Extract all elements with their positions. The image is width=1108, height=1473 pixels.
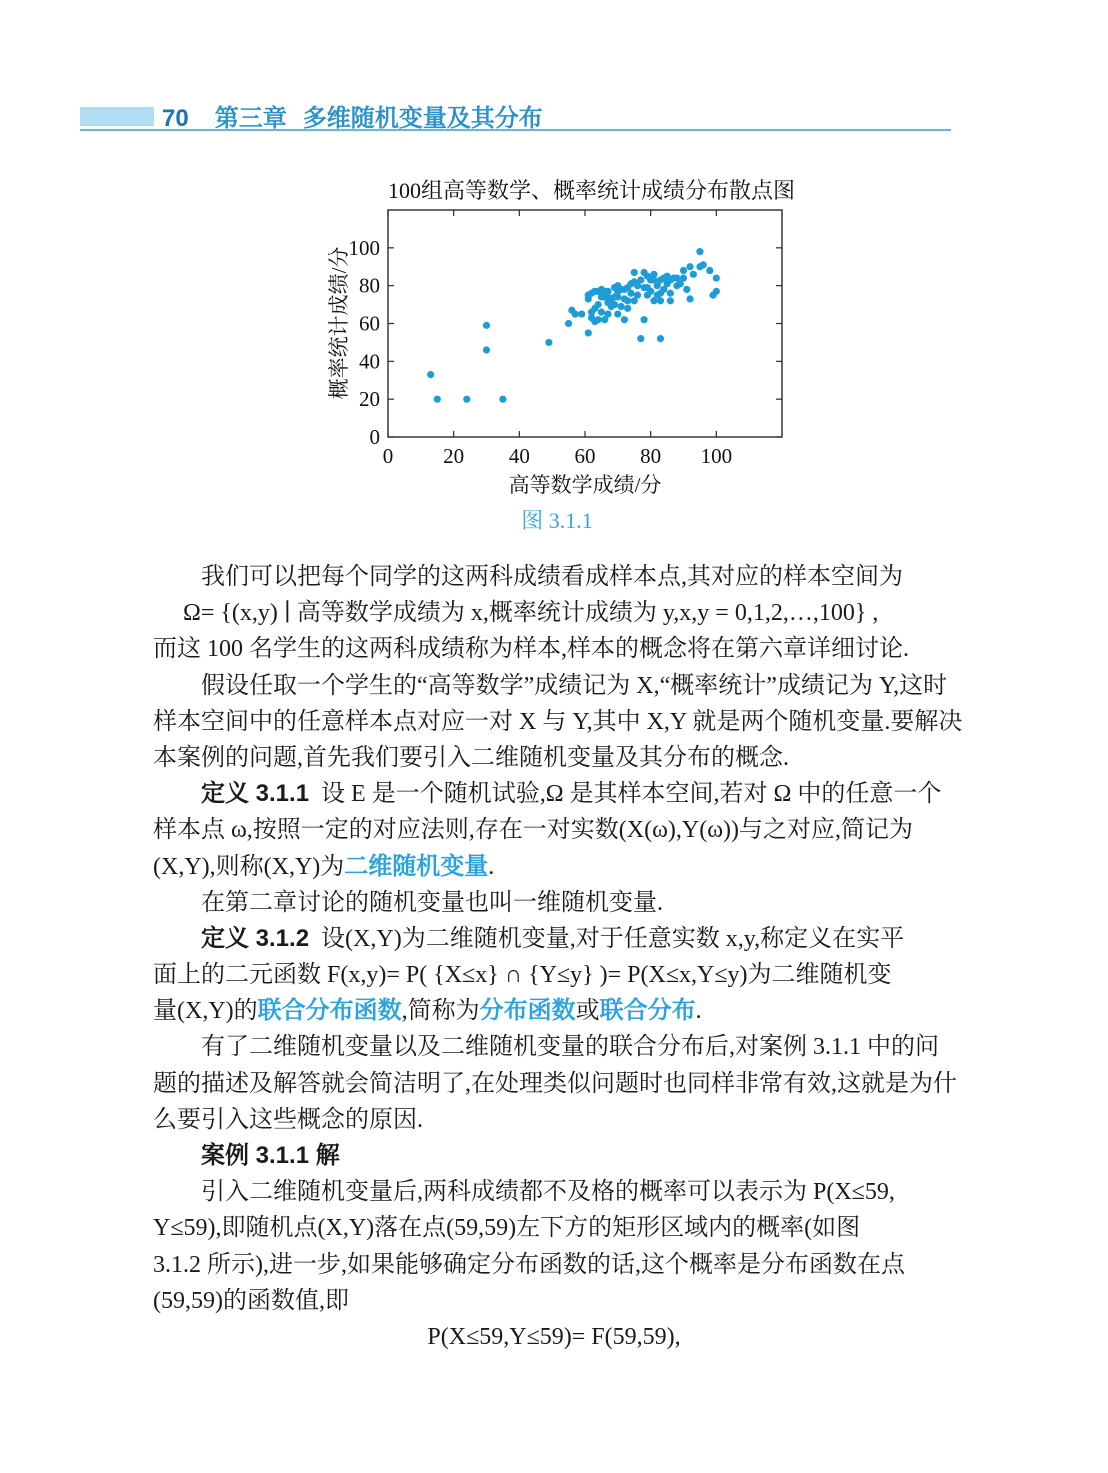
chapter-title: 多维随机变量及其分布: [302, 105, 543, 132]
data-point: [624, 297, 631, 304]
data-point: [499, 396, 506, 403]
data-point: [686, 295, 693, 302]
data-point: [578, 310, 585, 317]
x-tick-label: 20: [443, 444, 465, 468]
text-line: [153, 595, 955, 631]
text-segment: 3.1.2 所示),进一步,如果能够确定分布函数的话,这个概率是分布函数在点: [153, 1251, 905, 1278]
data-point: [572, 310, 579, 317]
data-point: [624, 305, 631, 312]
data-point: [545, 339, 552, 346]
data-point: [641, 316, 648, 323]
data-point: [463, 396, 470, 403]
data-point: [598, 309, 605, 316]
data-point: [713, 288, 720, 295]
data-point: [686, 263, 693, 270]
plot-box: [388, 210, 782, 437]
text-line: [153, 885, 955, 921]
text-segment: 假设任取一个学生的“高等数学”成绩记为 X,“概率统计”成绩记为 Y,这时: [201, 672, 948, 699]
data-point: [595, 316, 602, 323]
y-tick-label: 100: [348, 235, 380, 260]
scatter-points: [427, 248, 720, 403]
text-segment: 我们可以把每个同学的这两科成绩看成样本点,其对应的样本空间为: [201, 564, 903, 590]
data-point: [595, 301, 602, 308]
bold-label: 定义 3.1.1: [201, 780, 310, 808]
text-line: [153, 1029, 955, 1065]
data-point: [650, 271, 657, 278]
data-point: [683, 286, 690, 293]
text-line: [153, 921, 955, 957]
body-text: [153, 559, 963, 1355]
text-segment: ,简称为: [401, 998, 480, 1025]
text-segment: 在第二章讨论的随机变量也叫一维随机变量.: [201, 889, 663, 916]
data-point: [667, 290, 674, 297]
axis-ticks: [388, 210, 782, 437]
data-point: [483, 346, 490, 353]
header-accent-rectangle: [80, 107, 154, 126]
text-segment: P(X≤59,Y≤59)= F(59,59),: [427, 1323, 681, 1350]
data-point: [700, 261, 707, 268]
data-point: [621, 316, 628, 323]
text-segment: (59,59)的函数值,即: [153, 1287, 349, 1314]
plot-frame: [388, 210, 782, 437]
text-segment: (X,Y),则称(X,Y)为: [153, 853, 345, 880]
text-segment: 样本空间中的任意样本点对应一对 X 与 Y,其中 X,Y 就是两个随机变量.要解决: [153, 708, 963, 735]
y-tick-label: 60: [359, 311, 380, 336]
data-point: [427, 371, 434, 378]
data-point: [667, 297, 674, 304]
text-line: [153, 1138, 955, 1174]
text-segment: Ω= {(x,y) ∣ 高等数学成绩为 x,概率统计成绩为 y,x,y = 0,1,2,…,100} ,: [183, 600, 879, 627]
data-point: [627, 290, 634, 297]
x-tick-label: 100: [700, 444, 733, 468]
data-point: [434, 396, 441, 403]
scatter-chart: [327, 200, 800, 500]
text-line: [153, 776, 955, 812]
data-point: [696, 248, 703, 255]
data-point: [690, 271, 697, 278]
data-point: [647, 288, 654, 295]
x-tick-label: 40: [508, 444, 530, 468]
text-line: [153, 668, 955, 704]
bold-label: 案例 3.1.1 解: [201, 1142, 340, 1169]
data-point: [585, 329, 592, 336]
text-line: [153, 1210, 955, 1246]
term-highlight: 分布函数: [479, 997, 576, 1025]
bold-label: 定义 3.1.2: [201, 924, 310, 952]
text-line: [153, 1319, 955, 1355]
term-highlight: 联合分布: [599, 997, 696, 1025]
text-segment: .: [695, 998, 702, 1025]
data-point: [614, 310, 621, 317]
y-tick-label: 0: [369, 425, 380, 449]
text-segment: 题的描述及解答就会简洁明了,在处理类似问题时也同样非常有效,这就是为什: [153, 1070, 957, 1097]
text-segment: 量(X,Y)的: [153, 998, 258, 1025]
data-point: [631, 269, 638, 276]
y-tick-label: 40: [359, 349, 380, 374]
text-line: [153, 812, 955, 848]
data-point: [680, 267, 687, 274]
text-line: [153, 957, 955, 993]
data-point: [604, 288, 611, 295]
text-line: [153, 740, 955, 776]
x-tick-label: 0: [382, 444, 394, 468]
text-line: [153, 1066, 955, 1102]
text-line: [153, 1174, 955, 1210]
text-segment: 引入二维随机变量后,两科成绩都不及格的概率可以表示为 P(X≤59,: [201, 1179, 895, 1206]
y-tick-label: 20: [359, 387, 380, 412]
text-segment: 本案例的问题,首先我们要引入二维随机变量及其分布的概念.: [153, 744, 789, 771]
text-segment: 面上的二元函数 F(x,y)= P( {X≤x} ∩ {Y≤y} )= P(X≤x,Y≤y)为二维随机变: [153, 962, 892, 989]
data-point: [680, 275, 687, 282]
tick-labels: [349, 236, 733, 468]
text-line: [153, 1247, 955, 1283]
page-number: 70: [162, 105, 189, 132]
data-point: [611, 301, 618, 308]
data-point: [483, 322, 490, 329]
text-segment: Y≤59),即随机点(X,Y)落在点(59,59)左下方的矩形区域内的概率(如图: [153, 1215, 861, 1242]
y-tick-label: 80: [359, 273, 380, 298]
chapter-number: 第三章: [214, 105, 287, 132]
y-axis-label: 概率统计成绩/分: [327, 246, 351, 400]
x-tick-label: 60: [574, 444, 596, 468]
text-segment: 设(X,Y)为二维随机变量,对于任意实数 x,y,称定义在实平: [309, 925, 905, 952]
data-point: [618, 303, 625, 310]
data-point: [634, 292, 641, 299]
text-line: [153, 993, 955, 1029]
text-segment: 有了二维随机变量以及二维随机变量的联合分布后,对案例 3.1.1 中的问: [201, 1034, 939, 1061]
data-point: [637, 335, 644, 342]
x-tick-label: 80: [640, 444, 662, 468]
text-segment: .: [488, 853, 495, 880]
data-point: [657, 297, 664, 304]
data-point: [713, 275, 720, 282]
text-segment: 或: [575, 998, 600, 1025]
x-axis-label: 高等数学成绩/分: [508, 473, 662, 497]
data-point: [637, 276, 644, 283]
text-line: [153, 559, 955, 595]
text-line: [153, 704, 963, 740]
data-point: [565, 320, 572, 327]
term-highlight: 联合分布函数: [257, 997, 402, 1025]
text-segment: 设 E 是一个随机试验,Ω 是其样本空间,若对 Ω 中的任意一个: [309, 781, 942, 808]
text-line: [153, 631, 955, 667]
term-highlight: 二维随机变量: [344, 852, 489, 880]
text-line: [153, 1283, 955, 1319]
page-header: [162, 98, 543, 133]
data-point: [657, 335, 664, 342]
text-line: [153, 849, 955, 885]
text-segment: 样本点 ω,按照一定的对应法则,存在一对实数(X(ω),Y(ω))与之对应,简记为: [153, 817, 914, 844]
data-point: [604, 310, 611, 317]
text-segment: 而这 100 名学生的这两科成绩称为样本,样本的概念将在第六章详细讨论.: [153, 636, 909, 663]
chart-title: 100组高等数学、概率统计成绩分布散点图: [388, 178, 796, 203]
text-line: [153, 1102, 955, 1138]
figure-caption: 图 3.1.1: [521, 508, 593, 533]
data-point: [706, 267, 713, 274]
text-segment: 么要引入这些概念的原因.: [153, 1106, 423, 1133]
